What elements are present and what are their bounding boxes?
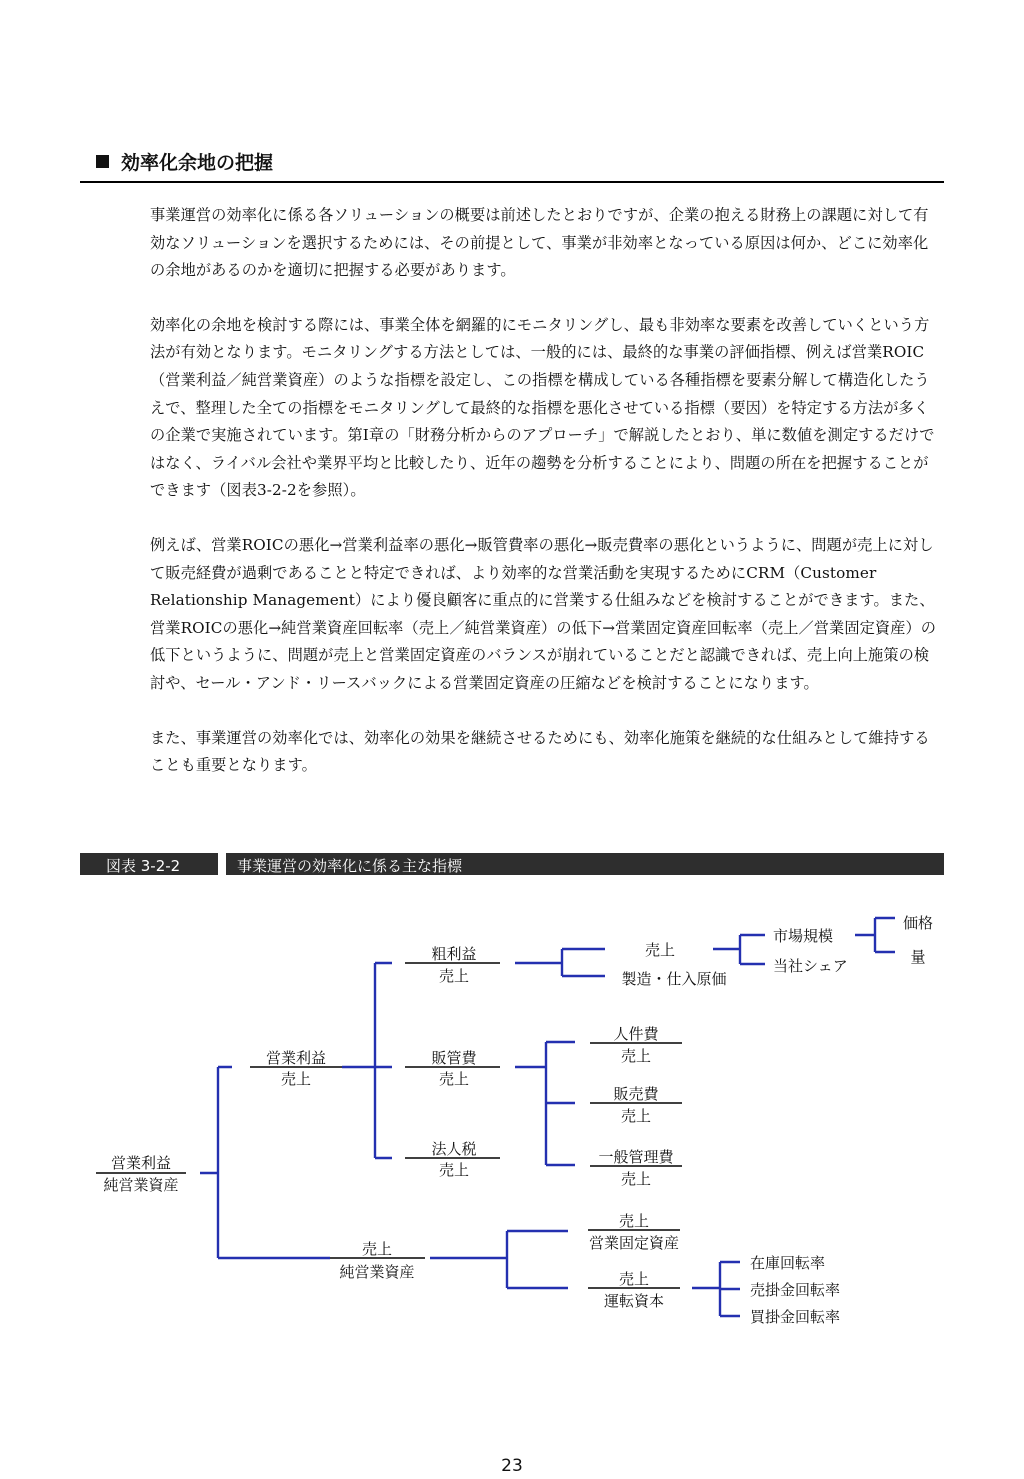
node-numerator: 人件費 (613, 1025, 659, 1043)
node-tax-ratio (405, 1140, 500, 1179)
node-inventory-turnover: 在庫回転率 (750, 1254, 826, 1272)
node-root (96, 1154, 186, 1194)
node-denominator: 純営業資産 (103, 1176, 179, 1194)
kpi-tree-diagram (0, 890, 1024, 1350)
paragraph: また、事業運営の効率化では、効率化の効果を継続させるためにも、効率化施策を継続的な仕組みとして維持することも重要となります。 (150, 728, 930, 775)
node-selling-ratio (590, 1085, 682, 1125)
caption-divider (218, 853, 226, 875)
node-numerator: 一般管理費 (598, 1148, 674, 1166)
node-price: 価格 (902, 914, 934, 932)
node-payables-turnover: 買掛金回転率 (750, 1308, 841, 1326)
node-personnel-ratio (590, 1025, 682, 1065)
node-numerator: 営業利益 (265, 1049, 327, 1067)
figure-title: 事業運営の効率化に係る主な指標 (237, 857, 463, 875)
square-bullet-icon (96, 155, 109, 168)
paragraph: 例えば、営業ROICの悪化→営業利益率の悪化→販管費率の悪化→販売費率の悪化というように、問題が売上に対して販売経費が過剰であることと特定できれば、より効率的な営業活動を実現するためにCRM（Customer Relationship Management）により優良顧客に重点的に営業する仕組みなどを検討することができます。また、営業ROICの悪化→純営業資産回転率（売上／純営業資産）の低下→営業固定資産回転率（売上／営業固定資産）の低下というように、問題が売上と営業固定資産のバランスが崩れていることだと認識できれば、売上向上施策の検討や、セール・アンド・リースバックによる営業固定資産の圧縮などを検討することになります。 (150, 535, 937, 692)
node-admin-ratio (590, 1148, 682, 1188)
node-receivables-turnover: 売掛金回転率 (750, 1281, 841, 1299)
node-numerator: 売上 (618, 1212, 650, 1230)
node-numerator: 販管費 (431, 1049, 477, 1067)
node-denominator: 売上 (438, 967, 470, 985)
figure-number: 図表 3-2-2 (106, 857, 181, 875)
node-denominator: 売上 (438, 1161, 470, 1179)
node-volume: 量 (910, 948, 926, 966)
node-cogs: 製造・仕入原価 (621, 970, 727, 988)
node-numerator: 粗利益 (431, 945, 477, 963)
node-numerator: 営業利益 (110, 1154, 172, 1172)
node-denominator: 売上 (620, 1047, 652, 1065)
figure-caption-bar (80, 853, 944, 875)
node-denominator: 売上 (438, 1070, 470, 1088)
node-market-share: 当社シェア (773, 957, 848, 975)
node-working-capital-turnover (588, 1270, 680, 1310)
node-market-size: 市場規模 (773, 927, 834, 945)
node-denominator: 売上 (620, 1107, 652, 1125)
node-numerator: 法人税 (431, 1140, 477, 1158)
node-gross-margin (405, 945, 500, 985)
node-operating-margin (250, 1049, 342, 1088)
node-denominator: 売上 (620, 1170, 652, 1188)
node-numerator: 販売費 (613, 1085, 659, 1103)
paragraph: 事業運営の効率化に係る各ソリューションの概要は前述したとおりですが、企業の抱える財務上の課題に対して有効なソリューションを選択するためには、その前提として、事業が非効率となっている原因は何か、どこに効率化の余地があるのかを適切に把握する必要があります。 (150, 206, 929, 280)
node-denominator: 売上 (280, 1070, 312, 1088)
node-sales: 売上 (644, 941, 676, 959)
node-denominator: 運転資本 (603, 1292, 665, 1310)
node-denominator: 純営業資産 (339, 1263, 415, 1281)
node-numerator: 売上 (618, 1270, 650, 1288)
node-fixed-asset-turnover (588, 1212, 680, 1252)
body-text (150, 202, 940, 807)
paragraph: 効率化の余地を検討する際には、事業全体を網羅的にモニタリングし、最も非効率な要素を改善していくという方法が有効となります。モニタリングする方法としては、一般的には、最終的な事業の評価指標、例えば営業ROIC（営業利益／純営業資産）のような指標を設定し、この指標を構成している各種指標を要素分解して構造化したうえで、整理した全ての指標をモニタリングして最終的な指標を悪化させている指標（要因）を特定する方法が多くの企業で実施されています。第Ⅰ章の「財務分析からのアプローチ」で解説したとおり、単に数値を測定するだけではなく、ライバル会社や業界平均と比較したり、近年の趨勢を分析することにより、問題の所在を把握することができます（図表3-2-2を参照）。 (150, 315, 935, 500)
node-numerator: 売上 (361, 1240, 393, 1258)
section-heading (96, 146, 273, 176)
heading-rule (80, 181, 944, 183)
section-title: 効率化余地の把握 (121, 151, 274, 174)
node-sga-ratio (405, 1049, 500, 1088)
page-number: 23 (501, 1456, 523, 1476)
node-asset-turnover (330, 1240, 425, 1281)
node-denominator: 営業固定資産 (588, 1234, 680, 1252)
